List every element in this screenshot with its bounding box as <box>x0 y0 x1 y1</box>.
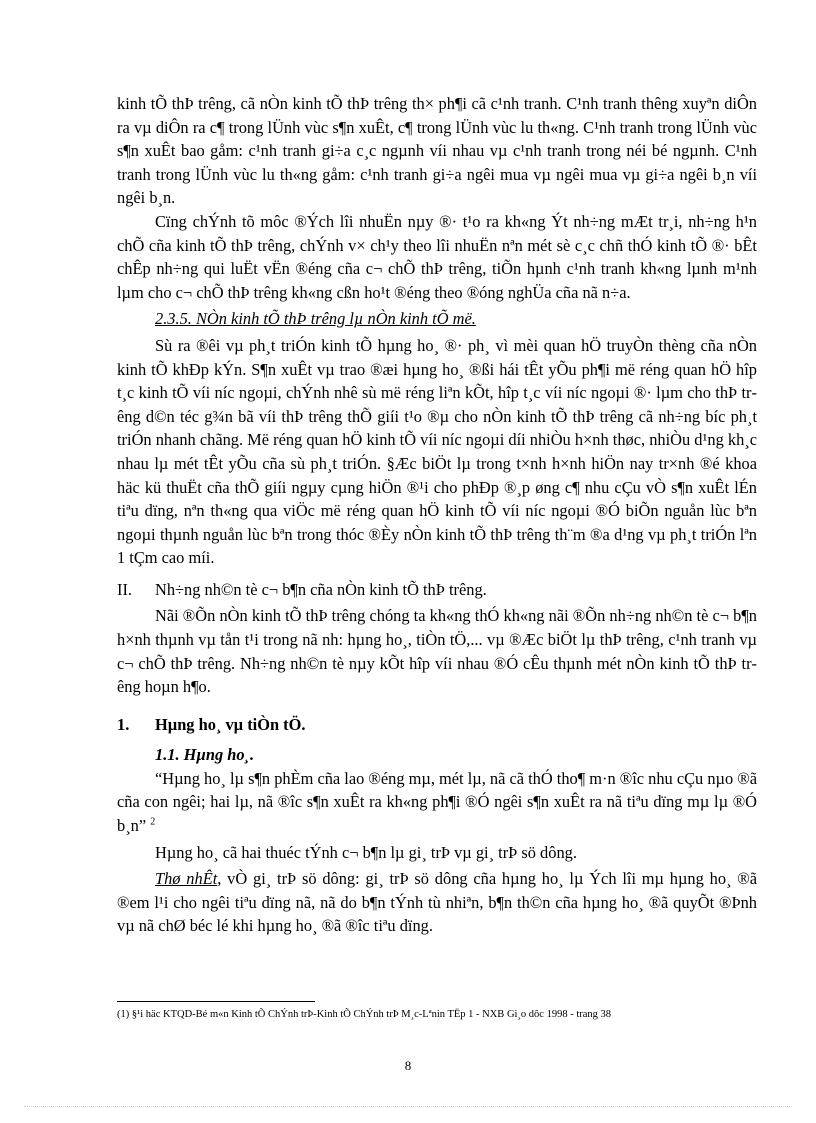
paragraph-commodity-definition <box>117 767 757 838</box>
first-lead: Thø nhÊt <box>155 869 218 889</box>
footnote-separator <box>117 1001 315 1002</box>
use-value-text: , vÒ gi¸ trÞ sö dông: gi¸ trÞ sö dông cña hµng ho¸ lµ Ých lîi mµ hµng ho¸ ®ã ®em l¹i cho ngêi tiªu dïng nã, nã do b¶n tÝnh tù nhiªn, b¶n th©n cña hµng ho¸ ®ã quyÕt ®Þnh vµ nã chØ béc lé khi hµng ho¸ ®ã ®îc tiªu dïng. <box>117 869 758 936</box>
page-number: 8 <box>404 1058 412 1073</box>
section-heading-1-1: 1.1. Hµng ho¸. <box>155 744 255 764</box>
section-heading-2-3-5: 2.3.5. NÒn kinh tÕ thÞ trêng lµ nÒn kinh tÕ më. <box>155 309 476 329</box>
document-body <box>117 92 757 938</box>
section-heading-ii <box>117 578 757 602</box>
paragraph-competition: kinh tÕ thÞ trêng, cã nÒn kinh tÕ thÞ trêng th× ph¶i cã c¹nh tranh. C¹nh tranh thêng xuyªn diÔn ra vµ diÔn ra c¶ trong lÜnh vùc s¶n xuÊt, c¶ trong lÜnh vùc lu th«ng. C¹nh tranh trong lÜnh vùc s¶n xuÊt bao gåm: c¹nh tranh gi÷a c¸c ngµnh víi nhau vµ c¹nh tranh trong néi bé ngµnh. C¹nh tranh trong lÜnh vùc lu th«ng gåm: c¹nh tranh gi÷a ngêi mua vµ ngêi mua vµ gi÷a ngêi b¸n víi ngêi b¸n. <box>117 94 757 208</box>
paragraph-open-economy: Sù ra ®êi vµ ph¸t triÓn kinh tÕ hµng ho¸ ®· ph¸ vì mèi quan hÖ truyÒn thèng cña nÒn kinh tÕ khÐp kÝn. S¶n xuÊt vµ trao ®æi hµng ho¸ ®ßi hái tÊt yÕu ph¶i më réng quan hÖ hîp t¸c kinh tÕ víi níc ngoµi, chÝnh nhê sù më réng liªn kÕt, hîp t¸c víi níc ngoµi ®· lµm cho thÞ trêng d©n téc g¾n bã víi thÞ trêng thÕ giíi t¹o ®µ cho nÒn kinh tÕ thÞ trêng cã nh÷ng bíc ph¸t triÓn nhanh chãng. Më réng quan hÖ kinh tÕ víi níc ngoµi díi nhiÒu h×nh thøc, nhiÒu d¹ng kh¸c nhau lµ mét tÊt yÕu cña sù ph¸t triÓn. §Æc biÖt lµ trong t×nh h×nh hiÖn nay tr×nh ®é khoa häc kü thuËt cña thÕ giíi ngµy cµng hiÖn ®¹i cho phÐp ®¸p øng c¶ nhu cÇu vÒ s¶n xuÊt lÉn tiªu dïng, nªn th«ng qua viÖc më réng quan hÖ kinh tÕ víi níc ngoµi ®Ó biÕn nguån lùc bªn ngoµi thµnh nguån lùc bªn trong thóc ®Èy nÒn kinh tÕ thÞ trêng th¨m ®a d¹ng vµ ph¸t triÓn lªn 1 tÇm cao míi. <box>117 335 757 568</box>
footnote: (1) §¹i häc KTQD-Bé m«n Kinh tÕ ChÝnh trÞ-Kinh tÕ ChÝnh trÞ M¸c-Lªnin TËp 1 - NXB Gi¸o dôc 1998 - trang 38 <box>117 1009 612 1020</box>
paragraph-basic-factors: Nãi ®Õn nÒn kinh tÕ thÞ trêng chóng ta kh«ng thÓ kh«ng nãi ®Õn nh÷ng nh©n tè c¬ b¶n h×nh thµnh vµ tån t¹i trong nã nh: hµng ho¸, tiÒn tÖ,... vµ ®Æc biÖt lµ thÞ trêng, c¹nh tranh vµ c¬ chÕ thÞ trêng. Nh÷ng nh©n tè nµy kÕt hîp víi nhau ®Ó cÊu thµnh mét nÒn kinh tÕ thÞ trêng hoµn h¶o. <box>117 606 757 697</box>
section-title-ii: Nh÷ng nh©n tè c¬ b¶n cña nÒn kinh tÕ thÞ trêng. <box>155 579 487 599</box>
paragraph-two-attributes: Hµng ho¸ cã hai thuéc tÝnh c¬ b¶n lµ gi¸ trÞ vµ gi¸ trÞ sö dông. <box>155 842 577 862</box>
section-number-1: 1. <box>117 714 130 734</box>
section-title-1: Hµng ho¸ vµ tiÒn tÖ. <box>155 714 306 734</box>
paragraph-use-value <box>117 867 757 938</box>
section-number-ii: II. <box>117 579 133 599</box>
page-bottom-border <box>24 1106 792 1107</box>
quote-text: “Hµng ho¸ lµ s¶n phÈm cña lao ®éng mµ, mét lµ, nã cã thÓ tho¶ m·n ®îc nhu cÇu nµo ®ã cña con ngêi; hai lµ, nã ®îc s¶n xuÊt ra kh«ng ph¶i ®Ó ngêi s¶n xuÊt ra nã tiªu dïng mµ lµ ®Ó b¸n” <box>117 768 757 836</box>
section-heading-1 <box>117 713 757 737</box>
footnote-ref: 2 <box>150 816 156 828</box>
paragraph-profit-downsides: Cïng chÝnh tõ môc ®Ých lîi nhuËn nµy ®· t¹o ra kh«ng Ýt nh÷ng mÆt tr¸i, nh÷ng h¹n chÕ cña kinh tÕ thÞ trêng, chÝnh v× ch¹y theo lîi nhuËn nªn mét sè c¸c chñ thÓ kinh tÕ ®· bÊt chÊp nh÷ng qui luËt vËn ®éng cña c¬ chÕ thÞ trêng, tiÕn hµnh c¹nh tranh kh«ng lµnh m¹nh lµm cho c¬ chÕ thÞ trêng kh«ng cßn ho¹t ®éng theo ®óng nghÜa cña nã n÷a. <box>117 211 757 302</box>
